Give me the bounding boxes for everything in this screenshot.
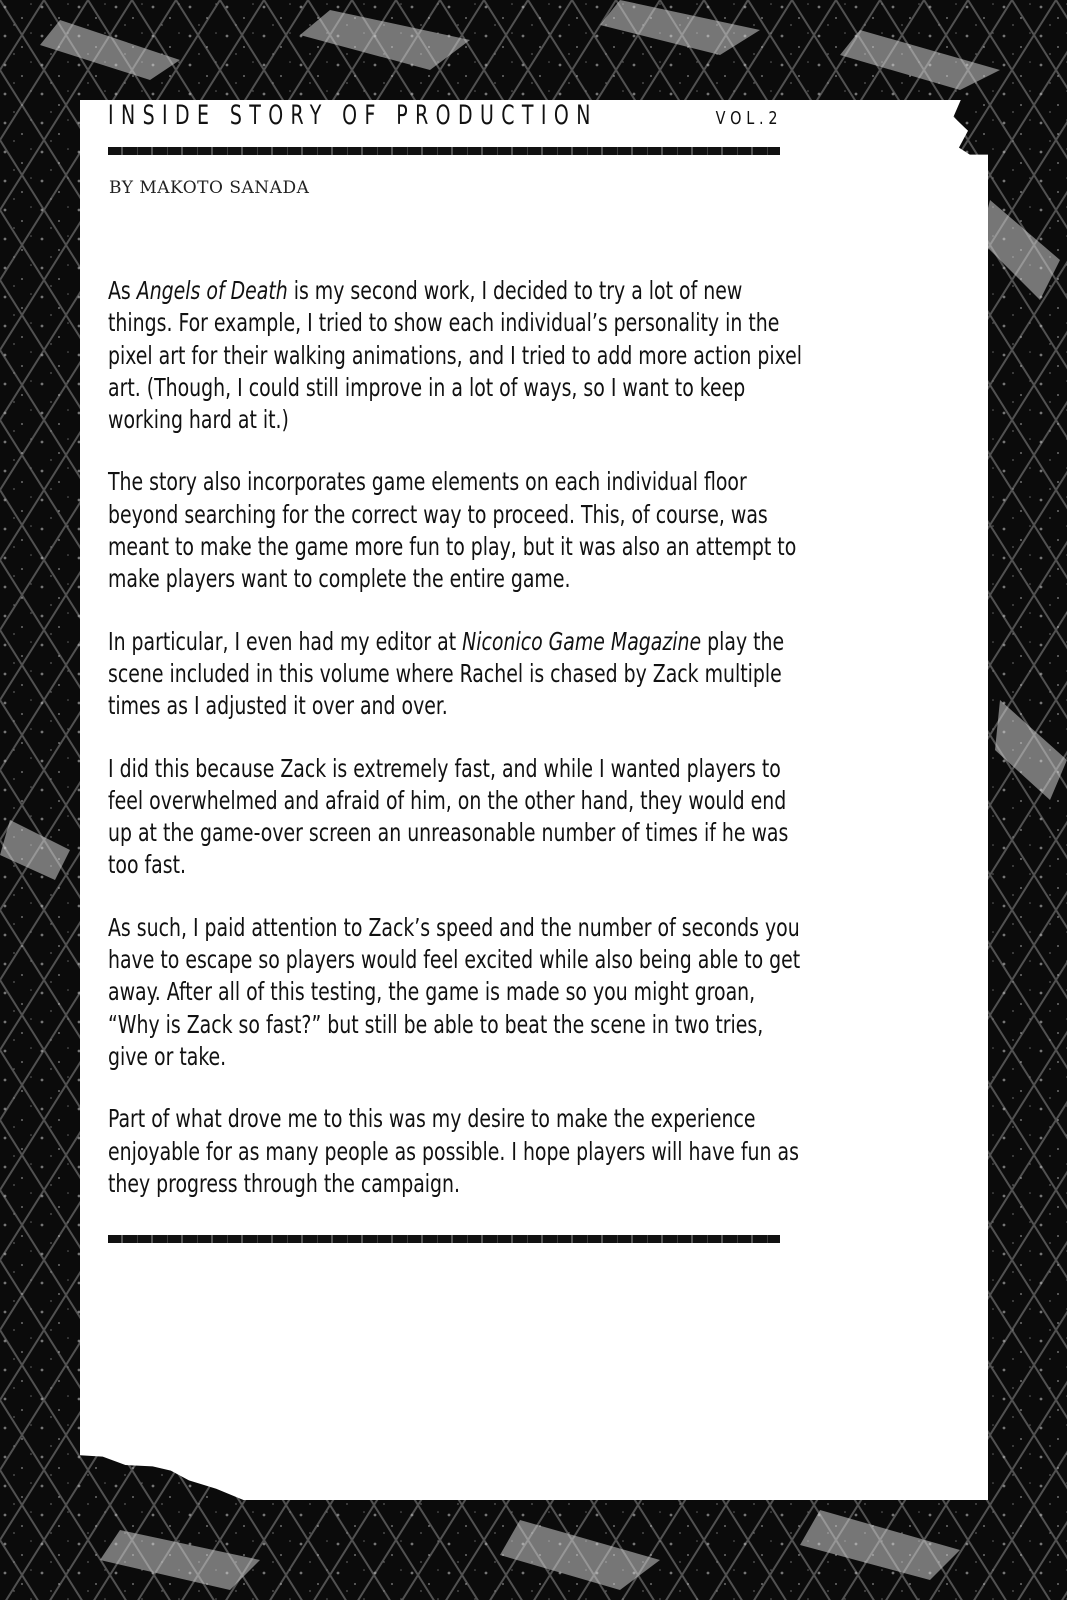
article-header	[108, 100, 780, 140]
footer-divider	[108, 1235, 780, 1243]
paragraph: As such, I paid attention to Zack’s speed and the number of seconds you have to escape so players would feel excited while also being able to get away. After all of this testing, the game is made so you might groan, “Why is Zack so fast?” but still be able to beat the scene in two tries, give or take.	[108, 912, 801, 1071]
paragraph: As Angels of Death is my second work, I decided to try a lot of new things. For example, I tried to show each individual’s personality in the pixel art for their walking animations, and I tried to add more action pixel art. (Though, I could still improve in a lot of ways, so I want to keep working hard at it.)	[108, 276, 803, 435]
paragraph: Part of what drove me to this was my desire to make the experience enjoyable for as many people as possible. I hope players will have fun as they progress through the campaign.	[108, 1104, 799, 1198]
volume-label: VOL.2	[715, 108, 782, 129]
paragraph: The story also incorporates game elements on each individual floor beyond searching for the correct way to proceed. This, of course, was meant to make the game more fun to play, but it was also an attempt to make players want to complete the entire game.	[108, 467, 797, 594]
article-body	[108, 275, 808, 1230]
paragraph: In particular, I even had my editor at Niconico Game Magazine play the scene included in this volume where Rachel is chased by Zack multiple times as I adjusted it over and over.	[108, 626, 785, 721]
italic-title: Niconico Game Magazine	[462, 626, 702, 656]
header-divider	[108, 147, 780, 155]
article-title: INSIDE STORY OF PRODUCTION	[108, 100, 598, 131]
italic-title: Angels of Death	[136, 276, 288, 305]
paragraph: I did this because Zack is extremely fast, and while I wanted players to feel overwhelmed and afraid of him, on the other hand, they would end up at the game-over screen an unreasonable number of times if he was too fast.	[108, 753, 789, 880]
byline: BY MAKOTO SANADA	[109, 178, 310, 198]
